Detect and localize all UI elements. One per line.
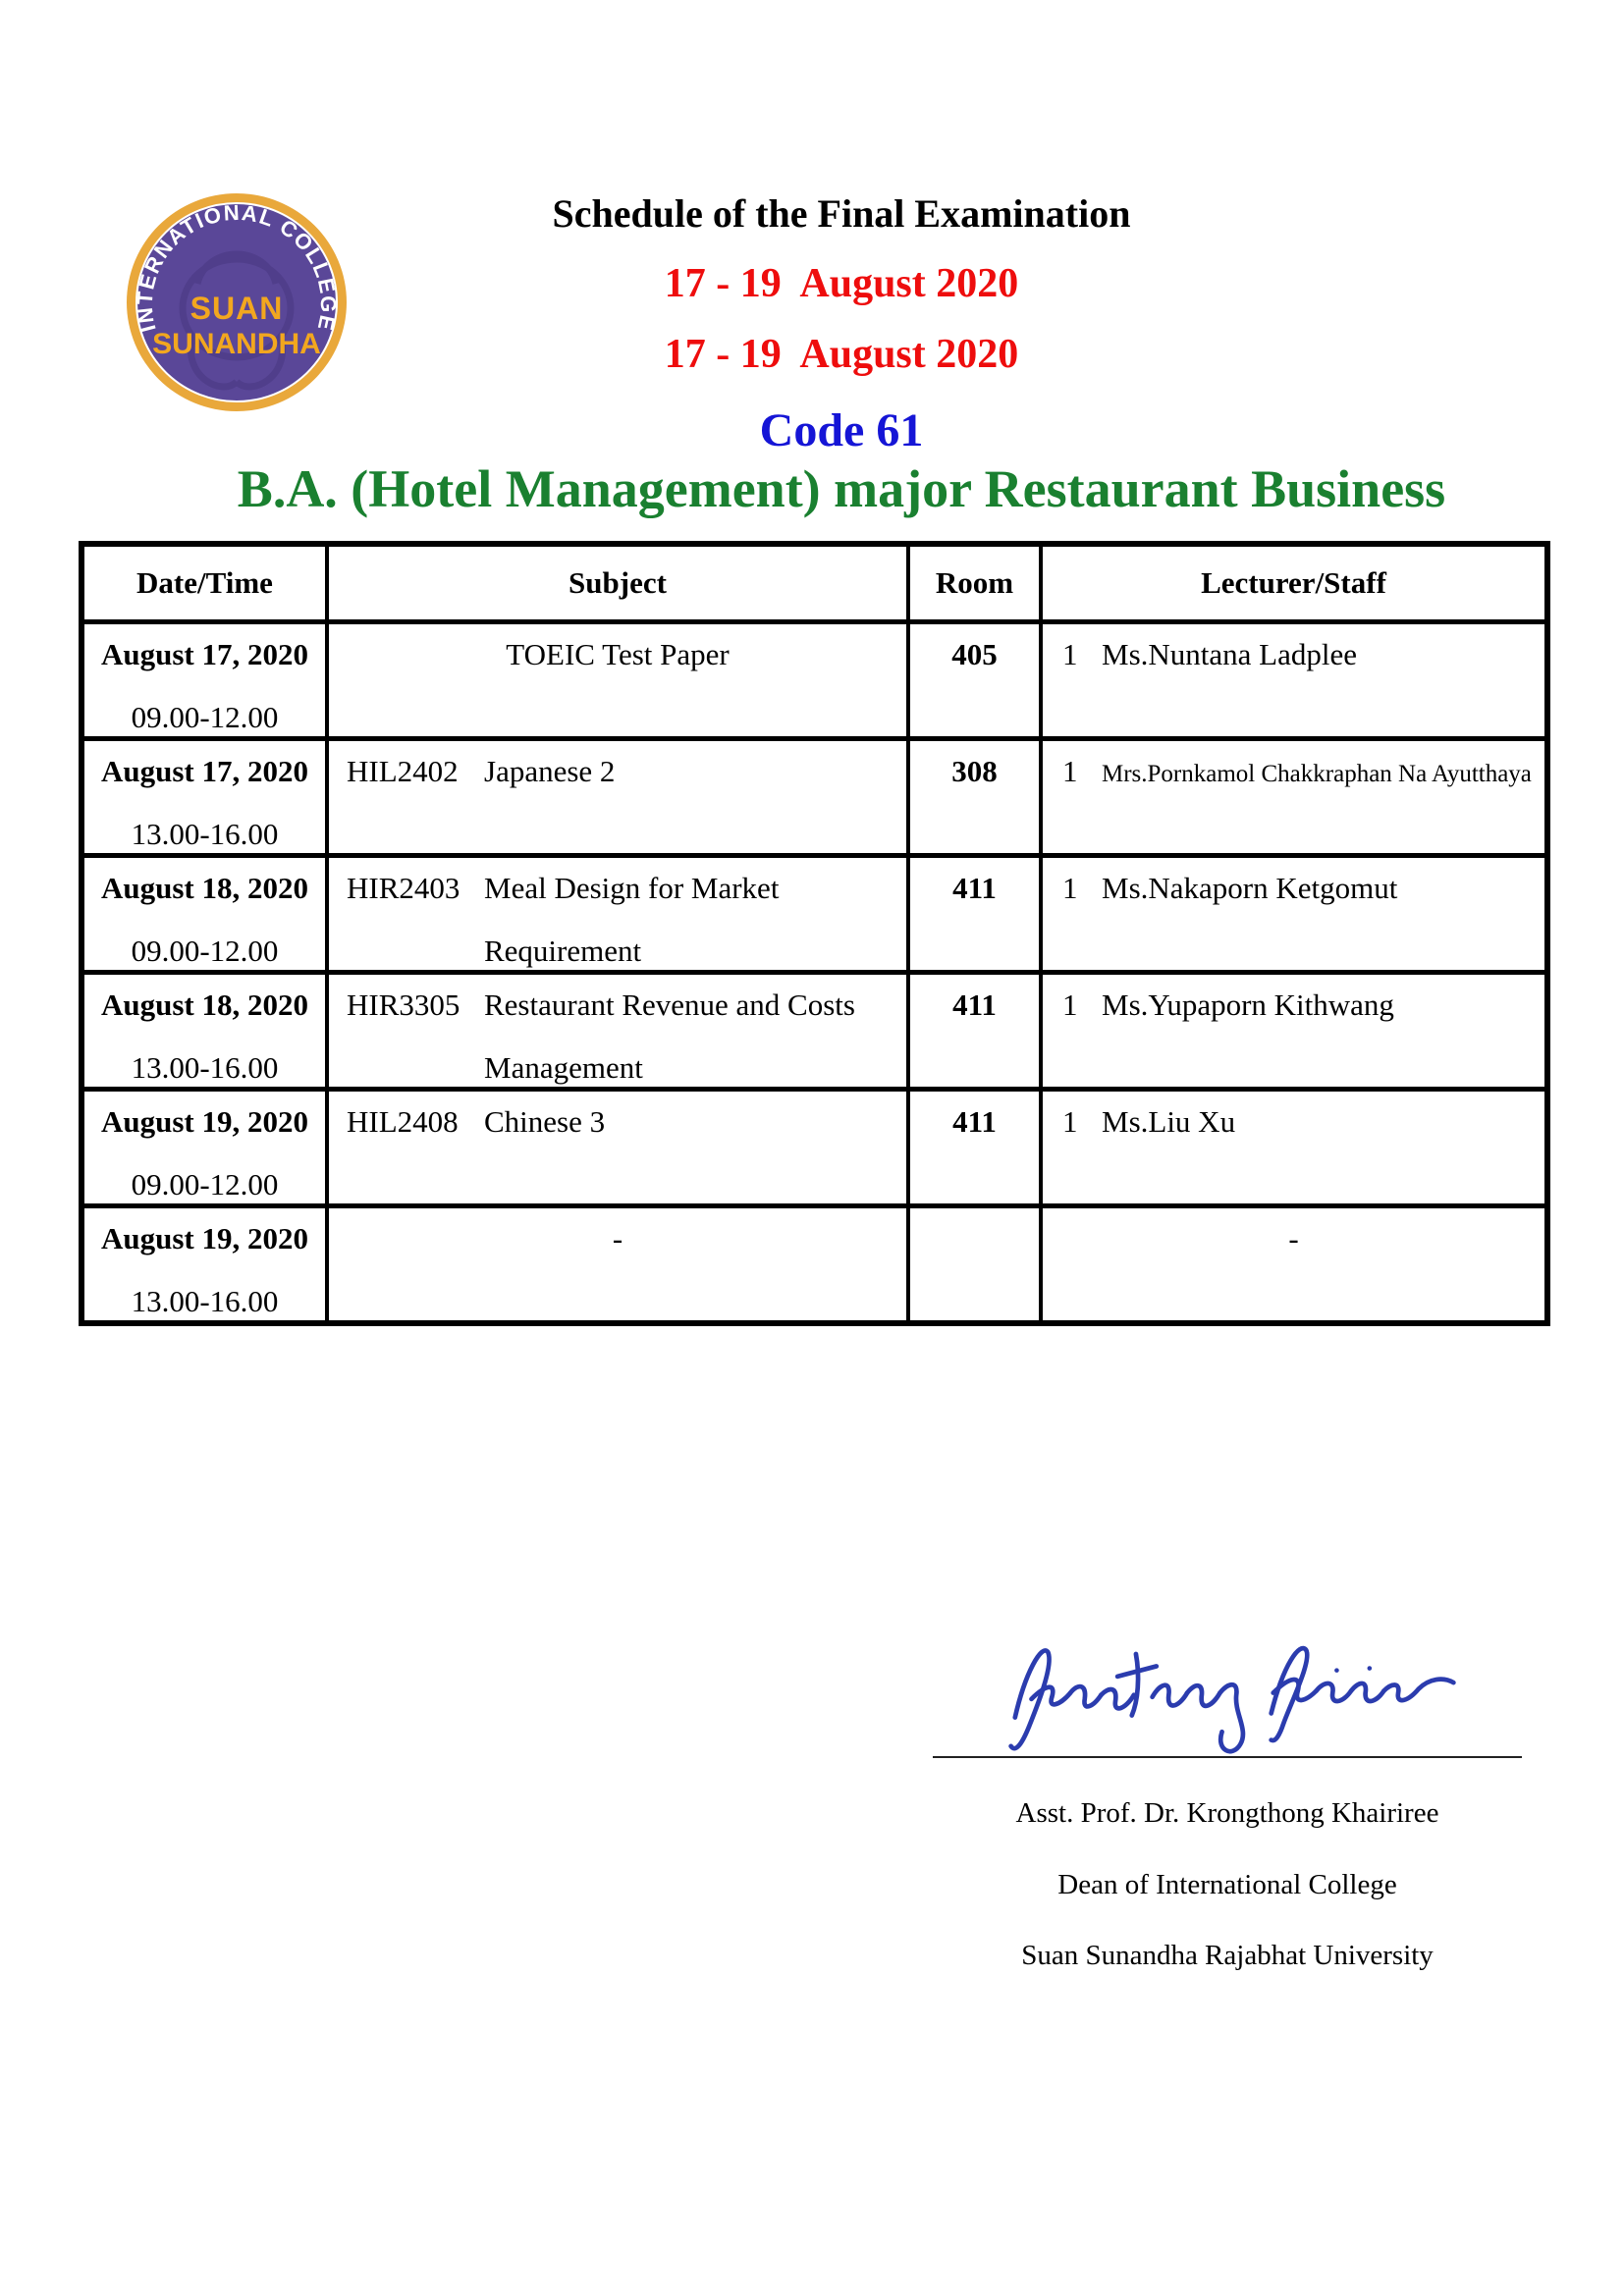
table-row — [81, 856, 1547, 973]
course-title: Chinese 3 — [484, 1104, 606, 1139]
staff-cell — [1041, 739, 1547, 856]
room-number: 405 — [951, 637, 998, 671]
subject-line-2: Requirement — [484, 934, 642, 968]
course-title: - — [612, 1221, 623, 1255]
page-title: Schedule of the Final Examination — [552, 191, 1131, 236]
exam-time: 13.00-16.00 — [131, 1050, 279, 1085]
table-header-row — [81, 544, 1547, 622]
staff-name: Ms.Yupaporn Kithwang — [1102, 988, 1394, 1022]
exam-time: 13.00-16.00 — [131, 817, 279, 851]
subject-cell-content — [329, 870, 906, 970]
staff-name: Mrs.Pornkamol Chakkraphan Na Ayutthaya — [1102, 761, 1532, 787]
exam-time: 13.00-16.00 — [131, 1284, 279, 1318]
subject-cell-content — [329, 1103, 906, 1141]
column-header-room: Room — [908, 544, 1041, 622]
staff-number: 1 — [1062, 988, 1078, 1022]
program-line: B.A. (Hotel Management) major Restaurant Business — [237, 459, 1446, 518]
signature-ink — [1011, 1648, 1454, 1751]
code-line: Code 61 — [759, 404, 924, 456]
subject-cell — [327, 739, 908, 856]
subject-line-1 — [329, 636, 906, 673]
course-code: HIR2403 — [347, 871, 460, 905]
staff-line — [1043, 1220, 1544, 1257]
course-title: TOEIC Test Paper — [506, 637, 730, 671]
exam-time: 09.00-12.00 — [131, 934, 279, 968]
staff-cell — [1041, 622, 1547, 739]
subject-cell-content — [329, 1220, 906, 1257]
room-cell — [908, 1090, 1041, 1206]
exam-schedule-table — [79, 541, 1550, 1326]
room-cell — [908, 622, 1041, 739]
subject-cell-content — [329, 636, 906, 673]
column-header-subject: Subject — [327, 544, 908, 622]
staff-line — [1062, 870, 1544, 907]
subject-cell — [327, 622, 908, 739]
signer-name: Asst. Prof. Dr. Krongthong Khairiree — [1015, 1797, 1439, 1829]
column-header-lecturer-staff: Lecturer/Staff — [1041, 544, 1547, 622]
table-row — [81, 1090, 1547, 1206]
date-cell — [81, 856, 327, 973]
subject-cell — [327, 856, 908, 973]
subject-line-1 — [347, 1103, 906, 1141]
subject-line-2: Management — [484, 1050, 643, 1085]
staff-name: Ms.Nuntana Ladplee — [1102, 637, 1357, 671]
staff-name: Ms.Liu Xu — [1102, 1104, 1236, 1139]
staff-cell — [1041, 856, 1547, 973]
staff-number: 1 — [1062, 871, 1078, 905]
subject-cell-content — [329, 753, 906, 790]
exam-date-line-2: 17 - 19 August 2020 — [664, 332, 1019, 377]
staff-cell-content — [1043, 987, 1544, 1024]
table-row — [81, 1206, 1547, 1324]
date-cell — [81, 1206, 327, 1324]
subject-cell — [327, 1090, 908, 1206]
exam-time: 09.00-12.00 — [131, 700, 279, 734]
table-row — [81, 739, 1547, 856]
logo-center-text-2: SUNANDHA — [152, 328, 321, 360]
signer-university: Suan Sunandha Rajabhat University — [1021, 1940, 1434, 1971]
exam-table-body — [81, 622, 1547, 1324]
staff-cell-content — [1043, 870, 1544, 907]
date-cell — [81, 1090, 327, 1206]
staff-line — [1062, 987, 1544, 1024]
room-number: 308 — [951, 754, 998, 788]
room-number: 411 — [952, 988, 997, 1022]
staff-cell — [1041, 973, 1547, 1090]
exam-date: August 17, 2020 — [100, 754, 308, 788]
signer-title: Dean of International College — [1057, 1869, 1397, 1900]
subject-cell — [327, 1206, 908, 1324]
staff-cell — [1041, 1090, 1547, 1206]
room-cell — [908, 1206, 1041, 1324]
table-row — [81, 973, 1547, 1090]
staff-cell-content — [1043, 753, 1544, 793]
staff-cell-content — [1043, 1103, 1544, 1141]
course-code: HIL2402 — [347, 754, 459, 788]
course-title: Restaurant Revenue and Costs — [484, 988, 855, 1022]
staff-cell-content — [1043, 636, 1544, 673]
date-cell — [81, 622, 327, 739]
room-number: 411 — [952, 1104, 997, 1139]
subject-cell — [327, 973, 908, 1090]
date-cell — [81, 973, 327, 1090]
staff-cell — [1041, 1206, 1547, 1324]
staff-number: 1 — [1062, 637, 1078, 671]
logo-arc-text: INTERNATIONAL COLLEGE — [132, 199, 342, 335]
subject-line-1 — [347, 753, 906, 790]
staff-name: Ms.Nakaporn Ketgomut — [1102, 871, 1398, 905]
column-header-date-time: Date/Time — [81, 544, 327, 622]
staff-cell-content — [1043, 1220, 1544, 1257]
exam-date-line-1: 17 - 19 August 2020 — [664, 261, 1019, 306]
room-cell — [908, 856, 1041, 973]
staff-number: 1 — [1062, 1104, 1078, 1139]
table-row — [81, 622, 1547, 739]
exam-date: August 17, 2020 — [100, 637, 308, 671]
staff-name: - — [1288, 1221, 1299, 1255]
room-number: 411 — [952, 871, 997, 905]
staff-line — [1062, 1103, 1544, 1141]
date-cell — [81, 739, 327, 856]
subject-line-1 — [347, 870, 906, 907]
signature-rule — [933, 1756, 1522, 1758]
subject-line-1 — [329, 1220, 906, 1257]
course-code: HIR3305 — [347, 988, 460, 1022]
staff-line — [1062, 636, 1544, 673]
course-title: Japanese 2 — [484, 754, 616, 788]
exam-date: August 19, 2020 — [100, 1104, 308, 1139]
exam-date: August 19, 2020 — [100, 1221, 308, 1255]
course-title: Meal Design for Market — [484, 871, 780, 905]
logo-center-text-1: SUAN — [189, 291, 284, 326]
subject-line-1 — [347, 987, 906, 1024]
staff-line — [1062, 753, 1544, 793]
course-code: HIL2408 — [347, 1104, 459, 1139]
room-cell — [908, 739, 1041, 856]
exam-time: 09.00-12.00 — [131, 1167, 279, 1201]
signature-scribble — [997, 1615, 1468, 1767]
staff-number: 1 — [1062, 754, 1078, 788]
exam-date: August 18, 2020 — [100, 871, 308, 905]
exam-date: August 18, 2020 — [100, 988, 308, 1022]
subject-cell-content — [329, 987, 906, 1087]
room-cell — [908, 973, 1041, 1090]
